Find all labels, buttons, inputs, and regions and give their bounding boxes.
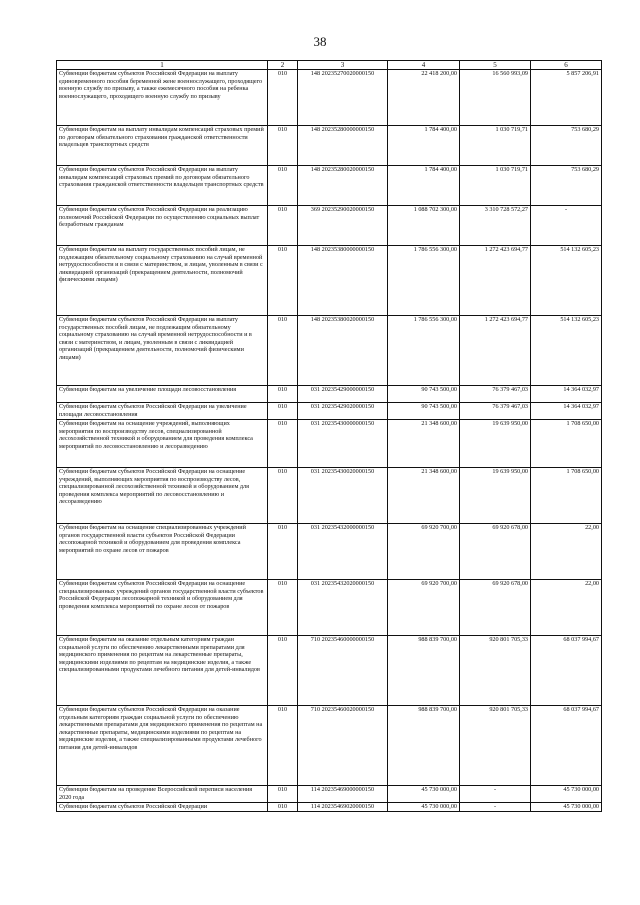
row-plan: 1 786 556 300,00: [388, 316, 460, 386]
row-rest: 22,00: [531, 580, 602, 636]
table-row: [57, 524, 602, 580]
table-row: [57, 786, 602, 803]
row-rest: 14 364 032,97: [531, 403, 602, 420]
row-name: Субвенции бюджетам на оснащение специализированных учреждений органов государственной власти субъектов Российской Федерации лесопожарной техникой и оборудованием для проведения комплекса мероприятий по охране лесов от пожаров: [57, 524, 268, 580]
row-name: Субвенции бюджетам субъектов Российской Федерации на выплату единовременного пособия беременной жене военнослужащего, проходящего военную службу по призыву, а также ежемесячного пособия на ребенка военнослужащего, проходящего военную службу по призыву: [57, 70, 268, 126]
row-fact: -: [460, 786, 531, 803]
row-fact: -: [460, 803, 531, 812]
row-name: Субвенции бюджетам на выплату государственных пособий лицам, не подлежащим обязательному социальному страхованию на случай временной нетрудоспособности и в связи с материнством, и лицам, уволенным в связи с ликвидацией организаций (прекращением деятельности, полномочий физическими лицами): [57, 246, 268, 316]
row-kbk: 031 20235430000000150: [298, 420, 388, 468]
table-row: [57, 468, 602, 524]
table-row: [57, 580, 602, 636]
budget-table: [56, 60, 602, 812]
row-name: Субвенции бюджетам субъектов Российской Федерации: [57, 803, 268, 812]
row-kbk: 114 20235469020000150: [298, 803, 388, 812]
row-code: 010: [268, 166, 298, 206]
row-kbk: 148 20235270020000150: [298, 70, 388, 126]
row-name: Субвенции бюджетам субъектов Российской Федерации на выплату государственных пособий лицам, не подлежащим обязательному социальному страхованию на случай временной нетрудоспособности и в связи с материнством, и лицам, уволенным в связи с ликвидацией организаций (прекращением деятельности, полномочий физическими лицами): [57, 316, 268, 386]
column-header: 3: [298, 61, 388, 70]
row-plan: 45 730 000,00: [388, 803, 460, 812]
row-kbk: 148 20235280000000150: [298, 126, 388, 166]
row-rest: 1 708 650,00: [531, 468, 602, 524]
column-header: 4: [388, 61, 460, 70]
row-code: 010: [268, 70, 298, 126]
row-fact: 920 801 705,33: [460, 636, 531, 706]
row-rest: 14 364 032,97: [531, 386, 602, 403]
row-fact: 1 030 719,71: [460, 126, 531, 166]
row-rest: 753 680,29: [531, 166, 602, 206]
row-code: 010: [268, 316, 298, 386]
row-code: 010: [268, 246, 298, 316]
table-row: [57, 246, 602, 316]
row-fact: 920 801 705,33: [460, 706, 531, 786]
row-kbk: 031 20235432020000150: [298, 580, 388, 636]
row-plan: 1 784 400,00: [388, 126, 460, 166]
row-name: Субвенции бюджетам на оснащение учреждений, выполняющих мероприятия по воспроизводству лесов, специализированной лесохозяйственной техникой и оборудованием для проведения комплекса мероприятий по лесовосстановлению и лесоразведению: [57, 420, 268, 468]
table-row: [57, 316, 602, 386]
table-row: [57, 126, 602, 166]
row-code: 010: [268, 468, 298, 524]
row-fact: 76 379 467,03: [460, 403, 531, 420]
column-header: 5: [460, 61, 531, 70]
row-fact: 1 030 719,71: [460, 166, 531, 206]
row-plan: 1 088 702 300,00: [388, 206, 460, 246]
row-code: 010: [268, 580, 298, 636]
row-name: Субвенции бюджетам субъектов Российской Федерации на выплату инвалидам компенсаций страховых премий по договорам обязательного страхования гражданской ответственности владельцев транспортных средств: [57, 166, 268, 206]
row-kbk: 369 20235290020000150: [298, 206, 388, 246]
row-rest: 45 730 000,00: [531, 786, 602, 803]
table-row: [57, 403, 602, 420]
column-header: 6: [531, 61, 602, 70]
row-code: 010: [268, 524, 298, 580]
row-plan: 1 786 556 300,00: [388, 246, 460, 316]
row-rest: 68 037 994,67: [531, 636, 602, 706]
row-fact: 19 639 950,00: [460, 468, 531, 524]
row-plan: 22 418 200,00: [388, 70, 460, 126]
row-kbk: 031 20235432000000150: [298, 524, 388, 580]
row-fact: 16 560 993,09: [460, 70, 531, 126]
row-code: 010: [268, 206, 298, 246]
row-fact: 3 310 728 572,27: [460, 206, 531, 246]
row-plan: 90 743 500,00: [388, 386, 460, 403]
row-plan: 1 784 400,00: [388, 166, 460, 206]
table-header-row: [57, 61, 602, 70]
row-name: Субвенции бюджетам субъектов Российской Федерации на увеличение площади лесовосстановления: [57, 403, 268, 420]
row-name: Субвенции бюджетам на увеличение площади лесовосстановления: [57, 386, 268, 403]
row-name: Субвенции бюджетам на оказание отдельным категориям граждан социальной услуги по обеспечению лекарственными препаратами для медицинского применения по рецептам на лекарственные препараты, медицинскими изделиями по рецептам на медицинские изделия, а также специализированными продуктами лечебного питания для детей-инвалидов: [57, 636, 268, 706]
row-code: 010: [268, 786, 298, 803]
row-code: 010: [268, 126, 298, 166]
row-name: Субвенции бюджетам субъектов Российской Федерации на оказание отдельным категориям граждан социальной услуги по обеспечению лекарственными препаратами для медицинского применения по рецептам на лекарственные препараты, медицинскими изделиями по рецептам на медицинские изделия, а также специализированными продуктами лечебного питания для детей-инвалидов: [57, 706, 268, 786]
page-number: 38: [313, 34, 327, 49]
row-kbk: 114 20235469000000150: [298, 786, 388, 803]
row-rest: 753 680,29: [531, 126, 602, 166]
table-row: [57, 70, 602, 126]
row-kbk: 710 20235460020000150: [298, 706, 388, 786]
row-fact: 1 272 423 694,77: [460, 246, 531, 316]
row-name: Субвенции бюджетам на проведение Всероссийской переписи населения 2020 года: [57, 786, 268, 803]
row-name: Субвенции бюджетам субъектов Российской Федерации на реализацию полномочий Российской Федерации по осуществлению социальных выплат безработным гражданам: [57, 206, 268, 246]
row-kbk: 148 20235380020000150: [298, 316, 388, 386]
table-row: [57, 636, 602, 706]
row-name: Субвенции бюджетам субъектов Российской Федерации на оснащение специализированных учреждений органов государственной власти субъектов Российской Федерации лесопожарной техникой и оборудованием для проведения комплекса мероприятий по охране лесов от пожаров: [57, 580, 268, 636]
table-row: [57, 166, 602, 206]
row-fact: 1 272 423 694,77: [460, 316, 531, 386]
column-header: 1: [57, 61, 268, 70]
row-rest: 5 857 206,91: [531, 70, 602, 126]
column-header: 2: [268, 61, 298, 70]
row-kbk: 148 20235280020000150: [298, 166, 388, 206]
row-rest: -: [531, 206, 602, 246]
table-row: [57, 706, 602, 786]
row-fact: 19 639 950,00: [460, 420, 531, 468]
row-rest: 1 708 650,00: [531, 420, 602, 468]
row-rest: 22,00: [531, 524, 602, 580]
row-fact: 76 379 467,03: [460, 386, 531, 403]
row-plan: 988 839 700,00: [388, 706, 460, 786]
row-plan: 988 839 700,00: [388, 636, 460, 706]
row-kbk: 031 20235429000000150: [298, 386, 388, 403]
row-kbk: 148 20235380000000150: [298, 246, 388, 316]
row-plan: 45 730 000,00: [388, 786, 460, 803]
row-plan: 90 743 500,00: [388, 403, 460, 420]
row-code: 010: [268, 386, 298, 403]
row-code: 010: [268, 803, 298, 812]
row-rest: 514 132 605,23: [531, 316, 602, 386]
row-name: Субвенции бюджетам на выплату инвалидам компенсаций страховых премий по договорам обязательного страхования гражданской ответственности владельцев транспортных средств: [57, 126, 268, 166]
table-row: [57, 206, 602, 246]
row-plan: 21 348 600,00: [388, 420, 460, 468]
table-row: [57, 420, 602, 468]
row-plan: 21 348 600,00: [388, 468, 460, 524]
row-code: 010: [268, 420, 298, 468]
row-code: 010: [268, 403, 298, 420]
table-row: [57, 803, 602, 812]
row-name: Субвенции бюджетам субъектов Российской Федерации на оснащение учреждений, выполняющих мероприятия по воспроизводству лесов, специализированной лесохозяйственной техникой и оборудованием для проведения комплекса мероприятий по лесовосстановлению и лесоразведению: [57, 468, 268, 524]
row-code: 010: [268, 706, 298, 786]
row-fact: 69 920 678,00: [460, 580, 531, 636]
row-rest: 514 132 605,23: [531, 246, 602, 316]
row-kbk: 710 20235460000000150: [298, 636, 388, 706]
row-kbk: 031 20235429020000150: [298, 403, 388, 420]
row-plan: 69 920 700,00: [388, 580, 460, 636]
row-rest: 68 037 994,67: [531, 706, 602, 786]
row-code: 010: [268, 636, 298, 706]
row-kbk: 031 20235430020000150: [298, 468, 388, 524]
row-plan: 69 920 700,00: [388, 524, 460, 580]
table-row: [57, 386, 602, 403]
row-fact: 69 920 678,00: [460, 524, 531, 580]
row-rest: 45 730 000,00: [531, 803, 602, 812]
